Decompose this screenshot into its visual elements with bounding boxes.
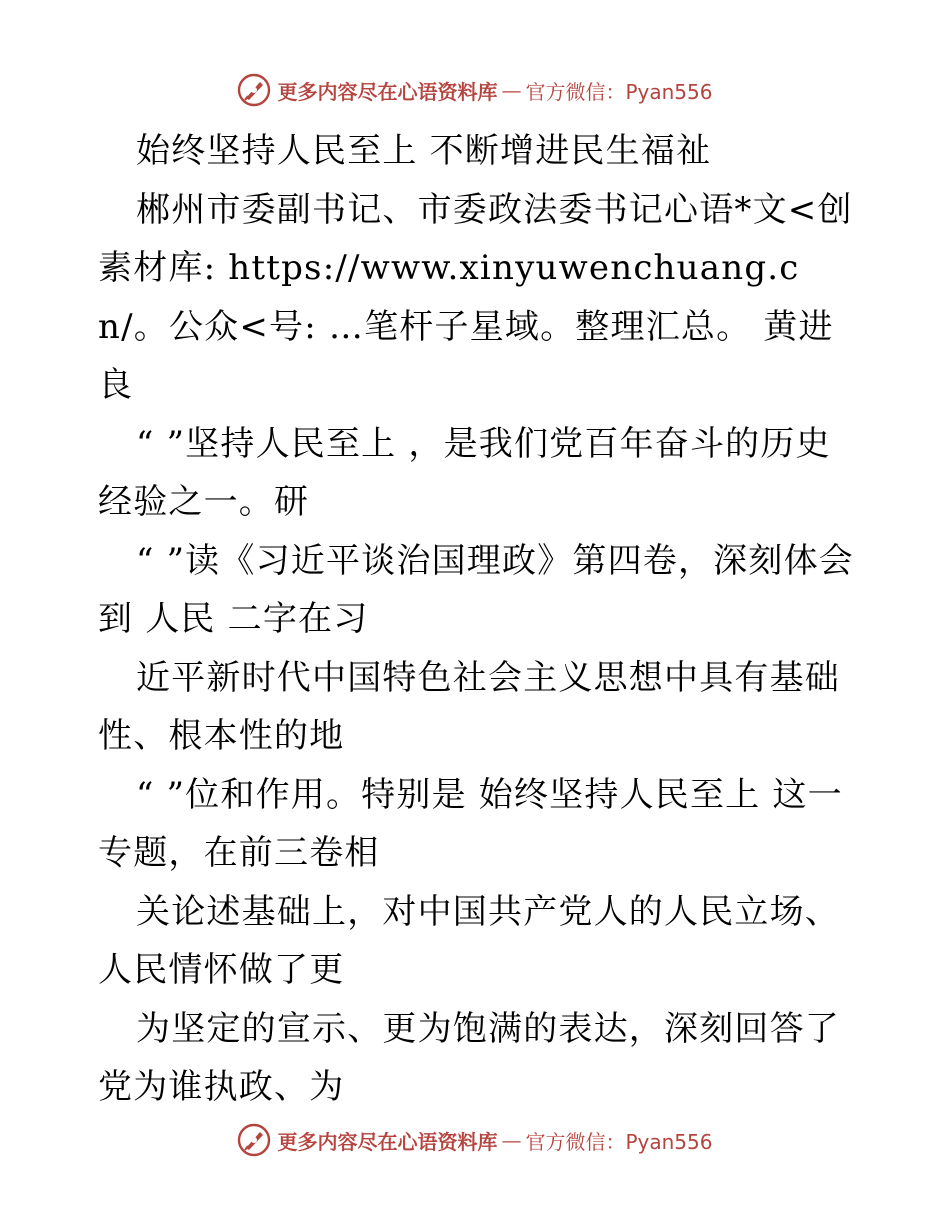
quill-logo-icon: [237, 1123, 271, 1157]
document-body: [98, 122, 858, 1117]
body-paragraph: “ ”读《习近平谈治国理政》第四卷，深刻体会到 人民 二字在习: [98, 540, 854, 639]
author-line: 郴州市委副书记、市委政法委书记心语*文<创素材库: https://www.xinyuwenchuang.cn/。公众<号: …笔杆子星域。整理汇总。 黄进良: [98, 189, 853, 405]
footer-banner: [0, 1120, 950, 1160]
quill-logo-icon: [237, 73, 271, 107]
body-paragraph: 为坚定的宣示、更为饱满的表达，深刻回答了党为谁执政、为: [98, 1008, 840, 1107]
body-paragraph: “ ”位和作用。特别是 始终坚持人民至上 这一专题，在前三卷相: [98, 774, 843, 873]
document-title: 始终坚持人民至上 不断增进民生福祉: [136, 131, 712, 171]
header-banner: [0, 70, 950, 110]
banner-dash: —: [501, 78, 522, 102]
banner-wechat-text: 官方微信：Pyan556: [525, 1129, 713, 1154]
banner-main-text: 更多内容尽在心语资料库: [277, 79, 498, 104]
body-paragraph: “ ”坚持人民至上 ，是我们党百年奋斗的历史经验之一。研: [98, 423, 831, 522]
banner-dash: —: [501, 1128, 522, 1152]
body-paragraph: 关论述基础上，对中国共产党人的人民立场、人民情怀做了更: [98, 891, 840, 990]
body-paragraph: 近平新时代中国特色社会主义思想中具有基础性、根本性的地: [98, 657, 840, 756]
banner-main-text: 更多内容尽在心语资料库: [277, 1129, 498, 1154]
banner-wechat-text: 官方微信：Pyan556: [525, 79, 713, 104]
